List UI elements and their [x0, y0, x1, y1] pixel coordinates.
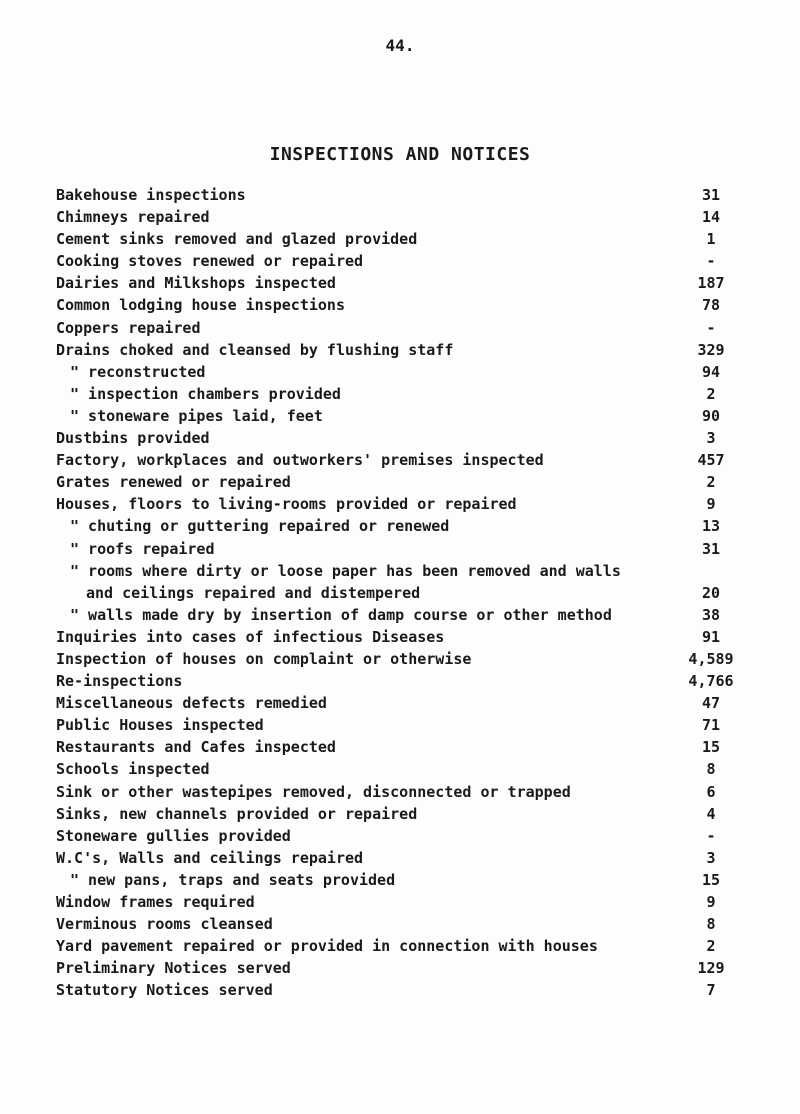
row-label: " stoneware pipes laid, feet	[70, 406, 323, 425]
table-row	[56, 692, 746, 714]
row-label: Common lodging house inspections	[56, 296, 345, 315]
table-row	[56, 228, 746, 250]
table-row	[56, 913, 746, 935]
table-row	[56, 891, 746, 913]
row-label: Sink or other wastepipes removed, disconnected or trapped	[56, 782, 571, 801]
page-title: INSPECTIONS AND NOTICES	[269, 144, 531, 165]
table-row	[56, 317, 746, 339]
table-row	[56, 272, 746, 294]
row-label: Yard pavement repaired or provided in connection with houses	[56, 937, 598, 956]
row-value: 457	[697, 451, 725, 470]
row-value: 6	[706, 782, 716, 801]
row-value: 4,766	[688, 672, 734, 691]
row-label: Houses, floors to living-rooms provided or repaired	[56, 495, 517, 514]
row-label: Dairies and Milkshops inspected	[56, 274, 336, 293]
row-value: 129	[697, 959, 725, 978]
row-value: 71	[701, 716, 721, 735]
row-value: 3	[706, 848, 716, 867]
row-value: 187	[697, 274, 725, 293]
table-row	[56, 383, 746, 405]
table-row	[56, 781, 746, 803]
row-label: " walls made dry by insertion of damp course or other method	[70, 605, 612, 624]
row-value: 2	[706, 473, 716, 492]
row-value: 31	[701, 186, 721, 204]
row-value: 15	[701, 870, 721, 889]
row-label: Dustbins provided	[56, 429, 210, 448]
row-label: Cement sinks removed and glazed provided	[56, 230, 418, 249]
row-label: Miscellaneous defects remedied	[56, 694, 327, 713]
table-row	[56, 427, 746, 449]
row-label: Cooking stoves renewed or repaired	[56, 252, 364, 271]
row-label: " roofs repaired	[70, 539, 215, 558]
table-row	[56, 250, 746, 272]
row-label: Inspection of houses on complaint or otherwise	[56, 649, 472, 668]
table-row	[56, 405, 746, 427]
row-label: Stoneware gullies provided	[56, 826, 291, 845]
table-row	[56, 670, 746, 692]
row-value: 94	[701, 362, 721, 381]
row-value: 4,589	[688, 649, 734, 668]
table-row	[56, 538, 746, 560]
row-label: Grates renewed or repaired	[56, 473, 291, 492]
row-label: Inquiries into cases of infectious Diseases	[56, 627, 445, 646]
row-label: Factory, workplaces and outworkers' premises inspected	[56, 451, 544, 470]
page-number: 44.	[385, 36, 415, 55]
table-row	[56, 869, 746, 891]
row-value: 31	[701, 539, 721, 558]
row-value: 4	[706, 804, 716, 823]
row-label: Sinks, new channels provided or repaired	[56, 804, 418, 823]
table-row	[56, 493, 746, 515]
row-value: -	[706, 318, 716, 337]
table-row	[56, 449, 746, 471]
row-label: and ceilings repaired and distempered	[86, 583, 421, 602]
row-value: 8	[706, 760, 716, 779]
table-row	[56, 935, 746, 957]
row-value: 9	[706, 495, 716, 514]
table-row	[56, 736, 746, 758]
table-row	[56, 714, 746, 736]
row-label: W.C's, Walls and ceilings repaired	[56, 848, 364, 867]
table-row	[56, 626, 746, 648]
table-row	[56, 825, 746, 847]
row-value: 47	[701, 694, 721, 713]
row-label: Re-inspections	[56, 672, 183, 691]
row-label: Public Houses inspected	[56, 716, 264, 735]
table-row	[56, 339, 746, 361]
row-value: 9	[706, 893, 716, 911]
row-label: " chuting or guttering repaired or renewed	[70, 517, 450, 536]
row-value: 13	[701, 517, 721, 536]
row-label: Window frames required	[56, 893, 255, 911]
table-row	[56, 604, 746, 626]
row-label: Verminous rooms cleansed	[56, 915, 273, 934]
row-value: -	[706, 252, 716, 271]
row-value: 14	[701, 208, 721, 227]
row-label: " reconstructed	[70, 362, 206, 381]
row-value: 90	[701, 406, 721, 425]
table-row	[56, 515, 746, 537]
table-row	[56, 184, 746, 206]
row-value: 38	[701, 605, 721, 624]
row-label: Statutory Notices served	[56, 981, 273, 1000]
row-label: Drains choked and cleansed by flushing staff	[56, 340, 454, 359]
inspections-table	[56, 184, 746, 1001]
table-row	[56, 648, 746, 670]
row-label: " new pans, traps and seats provided	[70, 870, 396, 889]
row-label: Preliminary Notices served	[56, 959, 291, 978]
row-value: 2	[706, 384, 716, 403]
row-value: 7	[706, 981, 716, 1000]
row-value: 1	[706, 230, 716, 249]
row-value: 20	[701, 583, 721, 602]
table-row	[56, 471, 746, 493]
row-value: 8	[706, 915, 716, 934]
row-value: 91	[701, 627, 721, 646]
table-row	[56, 294, 746, 316]
row-value: 329	[697, 340, 725, 359]
table-row	[56, 803, 746, 825]
row-value: -	[706, 826, 716, 845]
row-value: 2	[706, 937, 716, 956]
row-label: Restaurants and Cafes inspected	[56, 738, 336, 757]
row-label: Schools inspected	[56, 760, 210, 779]
table-row	[56, 758, 746, 780]
table-row	[56, 361, 746, 383]
table-row	[56, 560, 746, 582]
row-label: Coppers repaired	[56, 318, 201, 337]
table-row	[56, 206, 746, 228]
row-label: Chimneys repaired	[56, 208, 210, 227]
table-row	[56, 847, 746, 869]
table-row	[56, 979, 746, 1001]
table-row	[56, 582, 746, 604]
table-row	[56, 957, 746, 979]
row-label: Bakehouse inspections	[56, 186, 246, 204]
row-label: " rooms where dirty or loose paper has been removed and walls	[70, 561, 621, 580]
row-value: 3	[706, 429, 716, 448]
row-label: " inspection chambers provided	[70, 384, 341, 403]
row-value: 15	[701, 738, 721, 757]
row-value: 78	[701, 296, 721, 315]
